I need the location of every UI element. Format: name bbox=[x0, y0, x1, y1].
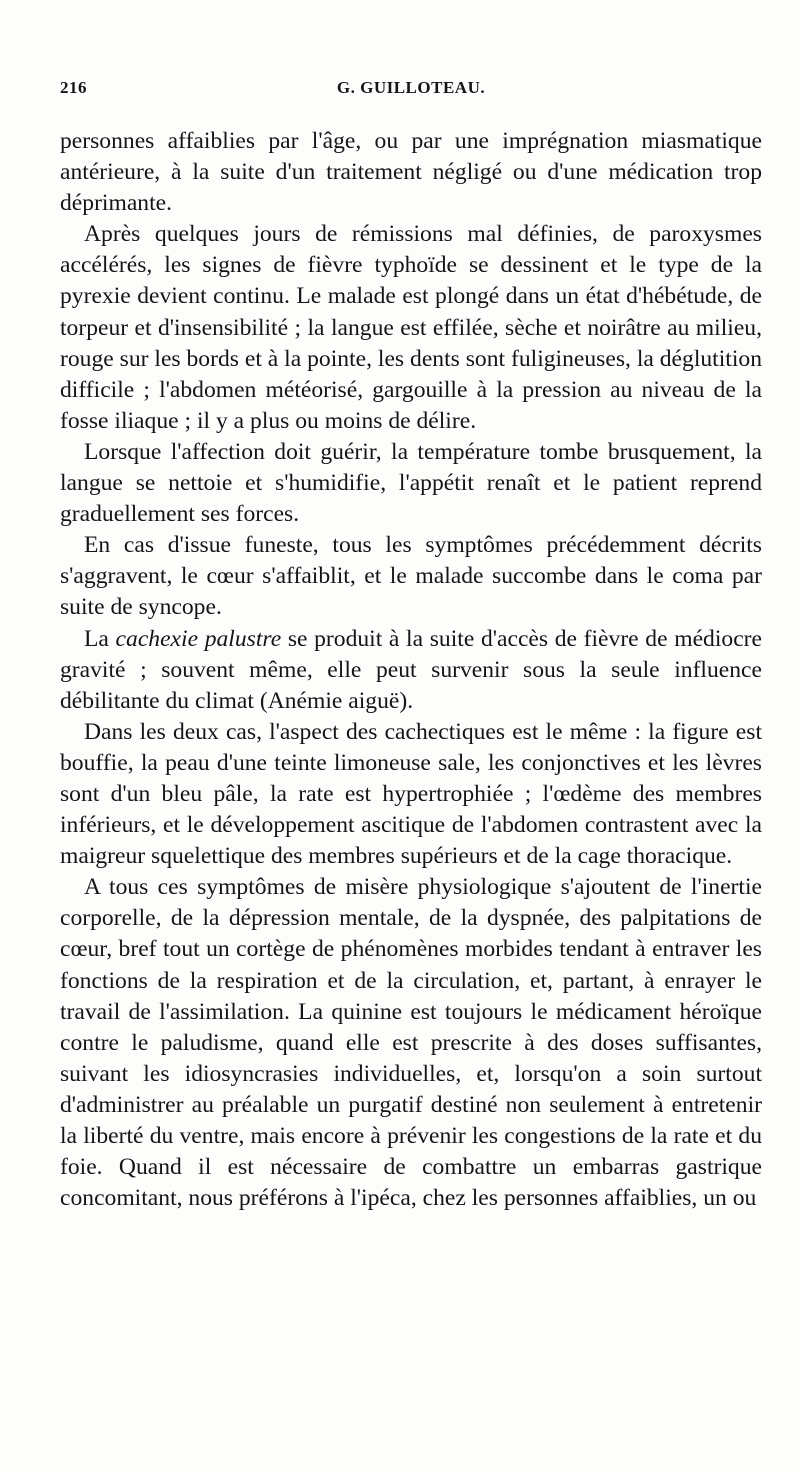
paragraph-cachexia bbox=[60, 624, 762, 717]
paragraph-continuation: personnes affaiblies par l'âge, ou par une imprégnation miasmatique antérieure, à la suite d'un traitement négligé ou d'une médication trop déprimante. bbox=[60, 128, 762, 217]
paragraph-typhoid-signs: Après quelques jours de rémissions mal définies, de paroxysmes accélérés, les signes de fièvre typhoïde se dessinent et le type de la pyrexie devient continu. Le malade est plongé dans un état d'hébétude, de torpeur et d'insensibilité ; la langue est effilée, sèche et noirâtre au milieu, rouge sur les bords et à la pointe, les dents sont fuligineuses, la déglutition difficile ; l'abdomen météorisé, gargouille à la pression au niveau de la fosse iliaque ; il y a plus ou moins de délire. bbox=[60, 221, 762, 434]
paragraph-cachectic-aspect: Dans les deux cas, l'aspect des cachectiques est le même : la figure est bouffie, la peau d'une teinte limoneuse sale, les conjonctives et les lèvres sont d'un bleu pâle, la rate est hypertrophiée ; l'œdème des membres inférieurs, et le développement ascitique de l'abdomen contrastent avec la maigreur squelettique des membres supérieurs et de la cage thoracique. bbox=[60, 718, 762, 870]
running-head bbox=[60, 78, 762, 112]
paragraph-text: se produit à la suite d'accès de fièvre de médiocre gravité ; souvent même, elle peut survenir sous la seule influence débilitante du climat (Anémie aiguë). bbox=[60, 625, 762, 714]
paragraph-recovery: Lorsque l'affection doit guérir, la température tombe brusquement, la langue se nettoie et s'humidifie, l'appétit renaît et le patient reprend graduellement ses forces. bbox=[60, 438, 762, 528]
italic-term: cachexie palustre bbox=[115, 625, 282, 652]
page-number: 216 bbox=[60, 78, 87, 97]
paragraph-symptoms-treatment: A tous ces symptômes de misère physiologique s'ajoutent de l'inertie corporelle, de la dépression mentale, de la dyspnée, des palpitations de cœur, bref tout un cortège de phénomènes morbides tendant à entraver les fonctions de la respiration et de la circulation, et, partant, à enrayer le travail de l'assimilation. La quinine est toujours le médicament héroïque contre le paludisme, quand elle est prescrite à des doses suffisantes, suivant les idiosyncrasies individuelles, et, lorsqu'on a soin surtout d'administrer au préalable un purgatif destiné non seulement à entretenir la liberté du ventre, mais encore à prévenir les congestions de la rate et du foie. Quand il est nécessaire de combattre un embarras gastrique concomitant, nous préférons à l'ipéca, chez les personnes affaiblies, un ou bbox=[60, 874, 762, 1212]
body-text bbox=[60, 126, 762, 1214]
paragraph-lead: La bbox=[84, 625, 116, 652]
paragraph-fatal-outcome: En cas d'issue funeste, tous les symptômes précédemment décrits s'aggravent, le cœur s'affaiblit, et le malade succombe dans le coma par suite de syncope. bbox=[60, 532, 762, 621]
running-title: G. GUILLOTEAU. bbox=[336, 78, 486, 97]
